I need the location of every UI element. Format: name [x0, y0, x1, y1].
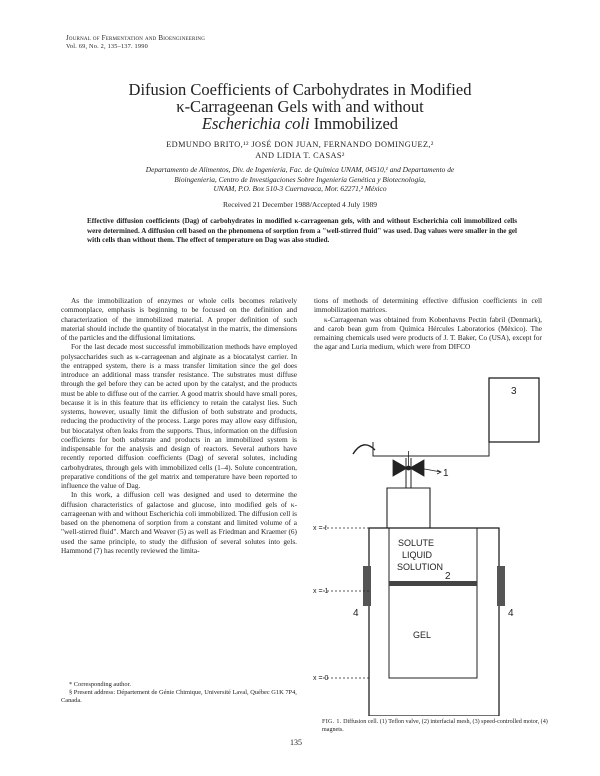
label-x-0: x = 0 — [313, 675, 329, 682]
affiliation-line-1: Departamento de Alimentos, Div. de Ingeniería, Fac. de Química UNAM, 04510,¹ and Departamento de — [145, 165, 455, 174]
magnet-right — [497, 566, 505, 606]
paragraph: κ-Carrageenan was obtained from Kobenhavns Pectin fabril (Denmark), and carob bean gum from Química Hércules Laboratorios (México). The remaining chemicals used were products of J. T. Baker, Co (USA), except for the agar and Luria medium, which were from DIFCO — [314, 314, 542, 352]
authors — [60, 140, 540, 161]
title-organism: Escherichia coli — [201, 114, 310, 133]
affiliation — [70, 165, 530, 194]
drive-pulley — [353, 445, 375, 454]
page-number: 135 — [290, 738, 302, 747]
authors-line-2: AND LIDIA T. CASAS² — [255, 150, 345, 160]
label-gel: GEL — [413, 630, 432, 640]
abstract: Effective diffusion coefficients (Dag) of carbohydrates in modified κ-carrageenan gels, with and without Escherichia coli immobilized cells were determined. A diffusion cell based on the phenomena of sorption from a "well-stirred fluid" was used. Dag values were smaller in the gel with cells than without them. The effect of temperature on Dag was also studied. — [87, 217, 517, 244]
affiliation-line-2: Bioingenieria, Centro de Investigaciones Sobre Ingeniería Genética y Biotecnología, — [174, 174, 426, 184]
paragraph: tions of methods of determining effective diffusion coefficients in cell immobilization matrices. — [314, 296, 542, 315]
paragraph: For the last decade most successful immobilization methods have employed polysaccharides such as κ-carrageenan and alginate as a biocatalyst carrier. In the entrapped system, there is a mass transfer limitation since the gel does introduce an additional mass transfer resistance. The substrates must diffuse through the gel before they can be acted upon by the catalyst, and the products must be able to diffuse out of the carrier. A good matrix should have small pores, because it is in this feature that its efficiency to retain the catalyst lies. Such systems, however, usually limit the diffusion of both substrate and products, reducing the productivity of the process. Large pores may allow easy diffusion, but biocatalyst often leaks from the supports. Thus, information on the diffusion coefficients for both substrate and products in an immobilized system is indispensable for the analysis and design of reactors. Several authors have recently reported diffusion coefficients (Dag) of several solutes, including carbohydrates, through gels with immobilized cells (1–4). Solute concentration, preparative conditions of the gel matrix and temperature have been reported to influence the value of Dag. — [61, 342, 297, 490]
label-magnet-right: 4 — [508, 608, 514, 619]
drive-belt — [373, 442, 489, 456]
label-liquid: LIQUID — [402, 550, 433, 560]
label-motor: 3 — [511, 386, 517, 397]
solute-chamber — [387, 488, 430, 528]
left-column — [61, 296, 297, 555]
figure-caption-label: FIG. 1. — [322, 719, 342, 725]
paragraph: As the immobilization of enzymes or whole cells becomes relatively commonplace, emphasis is beginning to be focused on the definition and characterization of the immobilized material. A proper definition of such material should include the quantity of biocatalyst in the matrix, the dimensions of the particles and the diffusional limitations. — [61, 296, 297, 342]
received-dates: Received 21 December 1988/Accepted 4 July 1989 — [222, 200, 378, 209]
label-solute: SOLUTE — [398, 538, 435, 548]
label-x-1: x = 1 — [313, 588, 329, 595]
title-line-3 — [60, 115, 540, 132]
label-valve: 1 — [443, 468, 449, 479]
diffusion-cell-figure — [313, 376, 548, 716]
interfacial-mesh — [389, 581, 477, 586]
figure-caption-text: Diffusion cell. (1) Teflon valve, (2) interfacial mesh, (3) speed-controlled motor, (4) magnets. — [322, 719, 548, 733]
footnote-address: § Present address: Département de Génie Chimique, Université Laval, Québec G1K 7P4, Canada. — [61, 689, 297, 704]
figure-caption — [322, 719, 548, 734]
label-x-l: x = ℓ — [313, 525, 327, 532]
title-line-1: Difusion Coefficients of Carbohydrates in Modified — [128, 80, 472, 99]
label-mesh: 2 — [445, 571, 451, 582]
label-solution: SOLUTION — [397, 562, 444, 572]
teflon-valve — [393, 451, 424, 476]
footnote-corresponding: * Corresponding author. — [69, 681, 131, 688]
label-magnet-left: 4 — [353, 608, 359, 619]
magnet-left — [363, 566, 371, 606]
paper-title — [60, 81, 540, 132]
footnotes — [61, 681, 297, 705]
paragraph: In this work, a diffusion cell was designed and used to determine the diffusion characteristics of galactose and glucose, into modified gels of κ-carrageenan with and without Escherichia coli immobilized. The diffusion cell is based on the phenomena of sorption from a constant and limited volume of a "well-stirred fluid". March and Weaver (5) as well as Friedman and Kraemer (6) used the same principle, to study the diffusion of several solutes into gels. Hammond (7) has recently reviewed the limita- — [61, 490, 297, 555]
title-line-3-rest: Immobilized — [309, 114, 399, 133]
title-line-2: κ-Carrageenan Gels with and without — [176, 97, 424, 116]
affiliation-line-3: UNAM, P.O. Box 510-3 Cuernavaca, Mor. 62271,² México — [213, 184, 387, 193]
right-column — [314, 296, 542, 352]
journal-volume: Vol. 69, No. 2, 135–137. 1990 — [66, 42, 148, 50]
journal-header — [66, 35, 205, 50]
authors-line-1: EDMUNDO BRITO,¹² JOSÉ DON JUAN, FERNANDO DOMINGUEZ,² — [166, 140, 434, 149]
journal-name: Journal of Fermentation and Bioengineering — [66, 34, 206, 42]
